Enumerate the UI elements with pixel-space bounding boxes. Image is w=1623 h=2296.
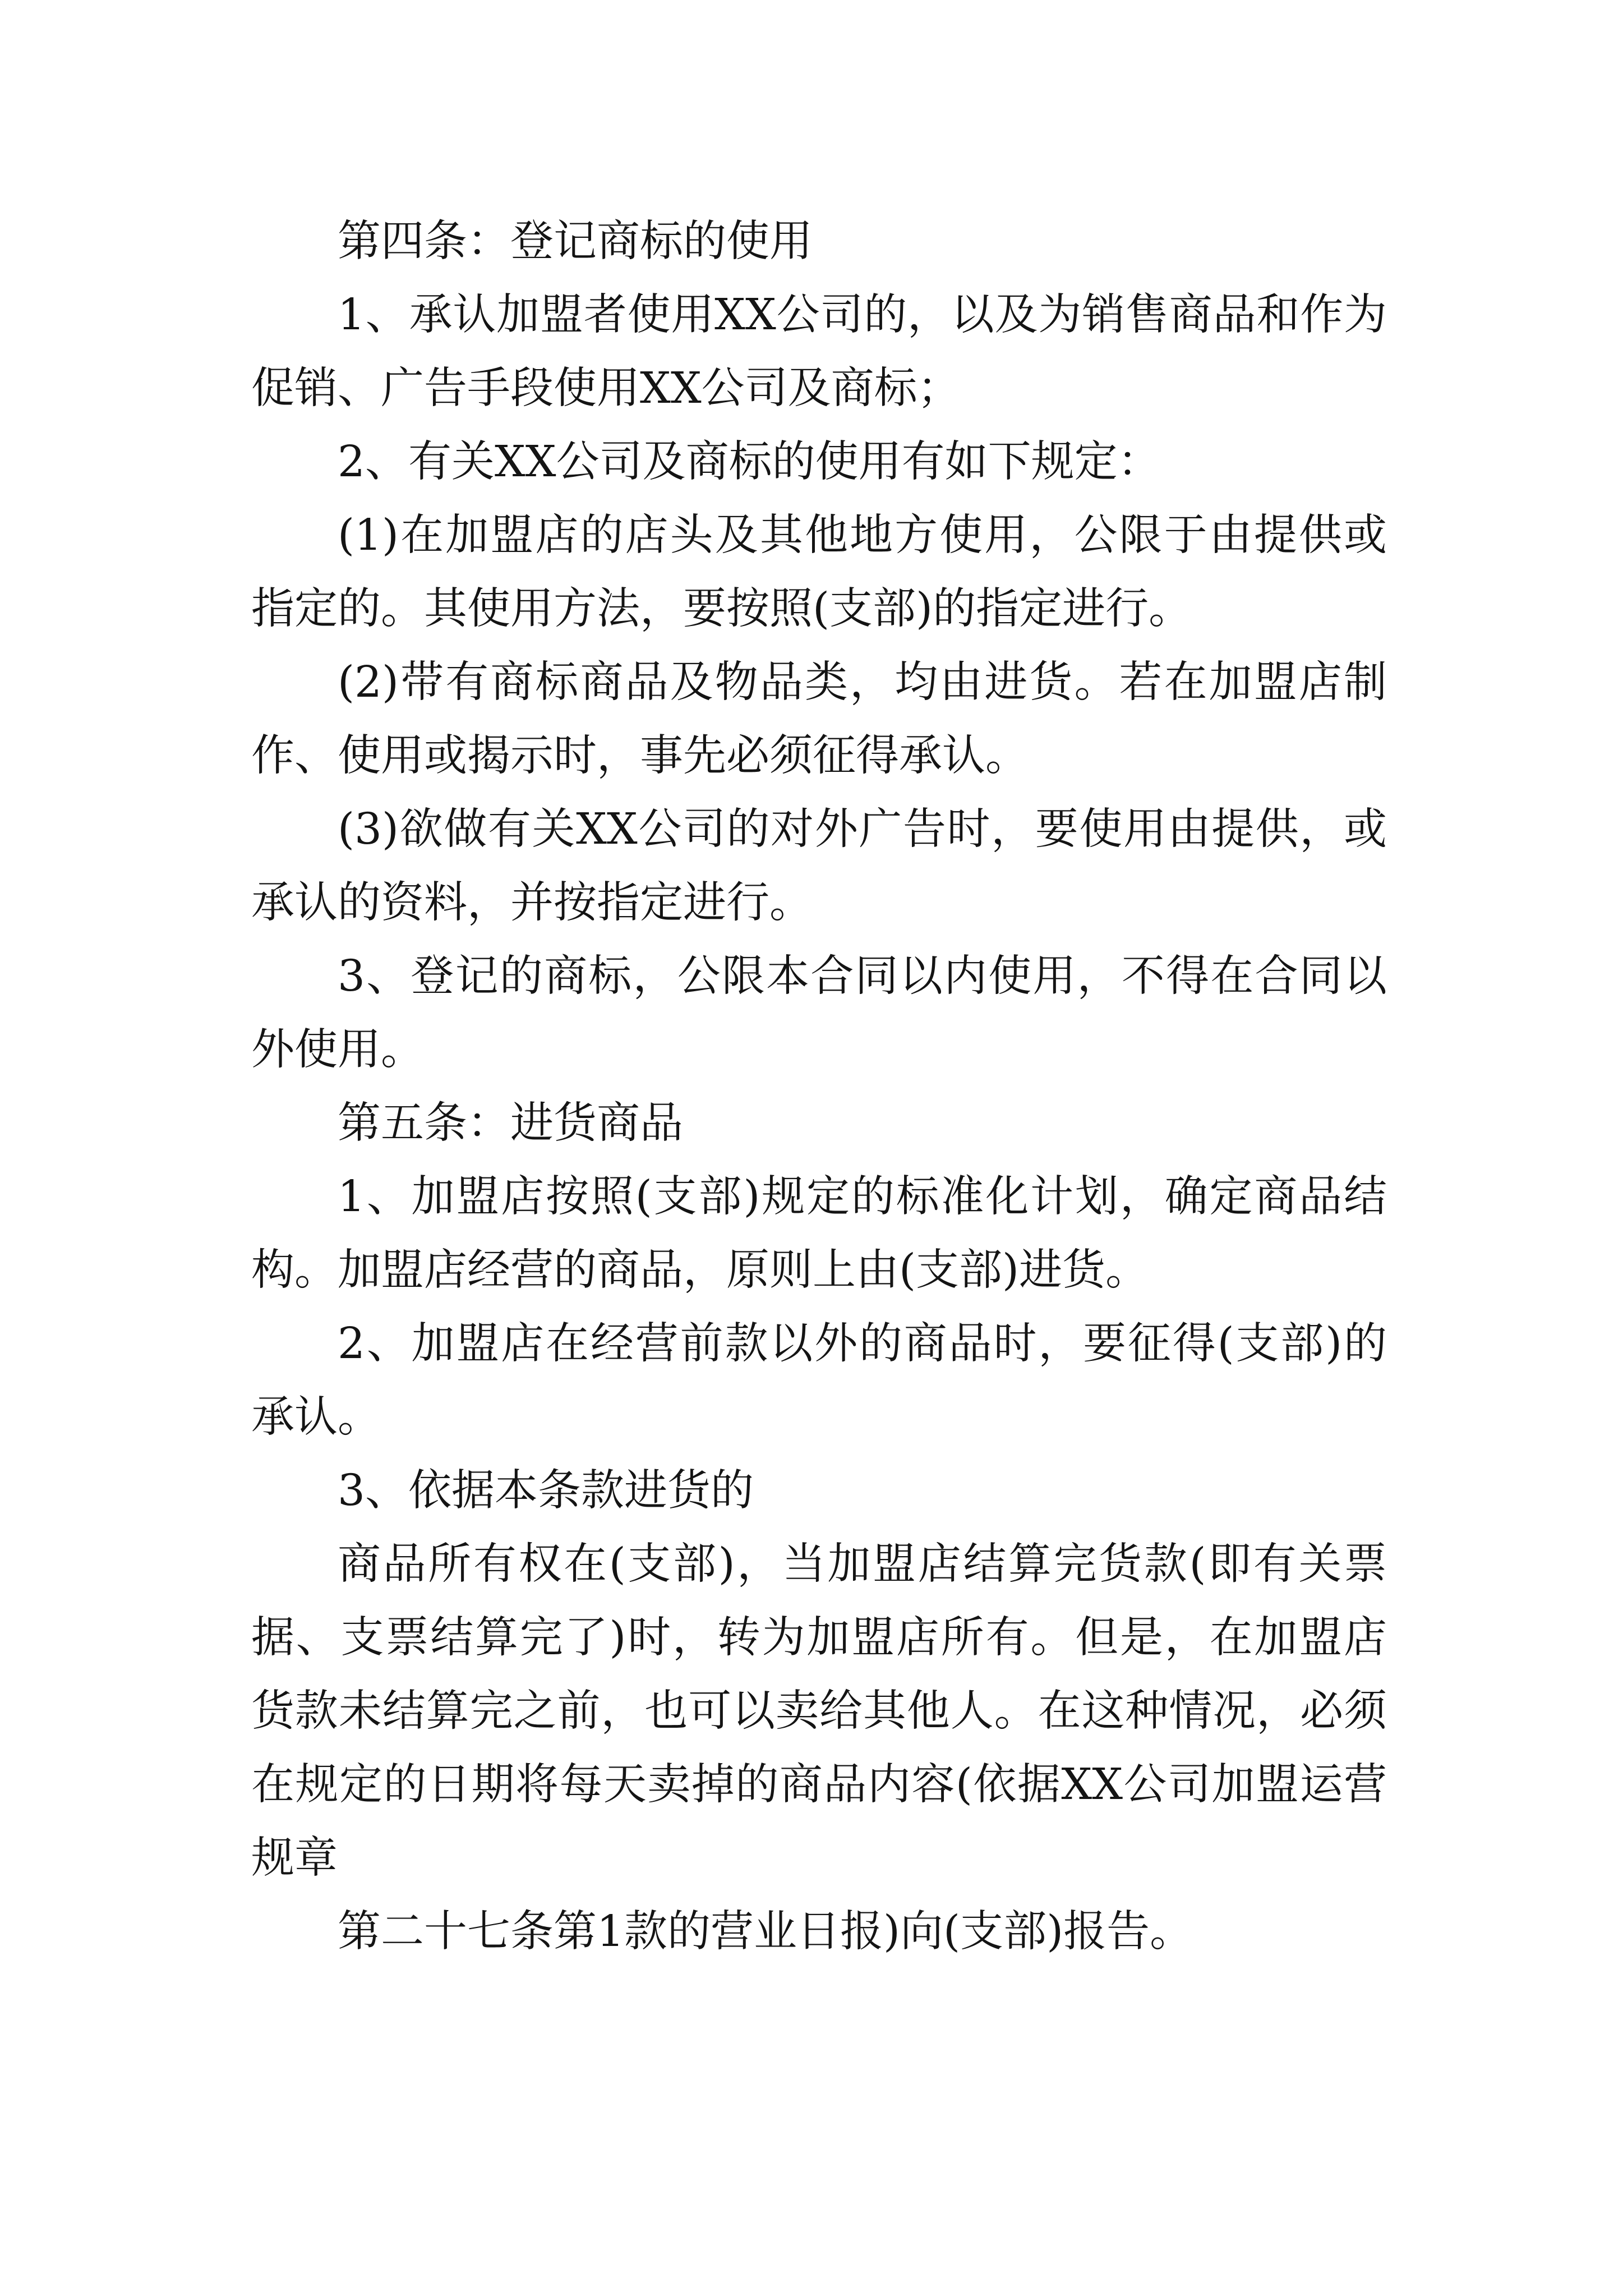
section-heading-article-4: 第四条：登记商标的使用 [338,217,813,266]
paragraph: 1、加盟店按照(支部)规定的标准化计划，确定商品结构。加盟店经营的商品，原则上由(支部)进货。 [251,1172,1387,1295]
paragraph: 1、承认加盟者使用XX公司的，以及为销售商品和作为促销、广告手段使用XX公司及商标； [251,290,1387,413]
paragraph: 2、有关XX公司及商标的使用有如下规定： [338,437,1161,487]
paragraph: 3、登记的商标，公限本合同以内使用，不得在合同以外使用。 [251,951,1387,1075]
paragraph: (3)欲做有关XX公司的对外广告时，要使用由提供，或承认的资料，并按指定进行。 [251,804,1387,928]
paragraph: 3、依据本条款进货的 [338,1466,754,1516]
paragraph: 第二十七条第1款的营业日报)向(支部)报告。 [338,1907,1193,1957]
paragraph: 2、加盟店在经营前款以外的商品时，要征得(支部)的承认。 [251,1319,1387,1442]
paragraph: 商品所有权在(支部)，当加盟店结算完货款(即有关票据、支票结算完了)时，转为加盟店所有。但是，在加盟店货款未结算完之前，也可以卖给其他人。在这种情况，必须在规定的日期将每天卖掉的商品内容(依据XX公司加盟运营规章 [251,1539,1387,1883]
document-body [251,205,1387,1968]
paragraph: (2)带有商标商品及物品类，均由进货。若在加盟店制作、使用或揭示时，事先必须征得承认。 [251,657,1387,781]
section-heading-article-5: 第五条：进货商品 [338,1098,683,1148]
paragraph: (1)在加盟店的店头及其他地方使用，公限于由提供或指定的。其使用方法，要按照(支部)的指定进行。 [251,510,1387,634]
